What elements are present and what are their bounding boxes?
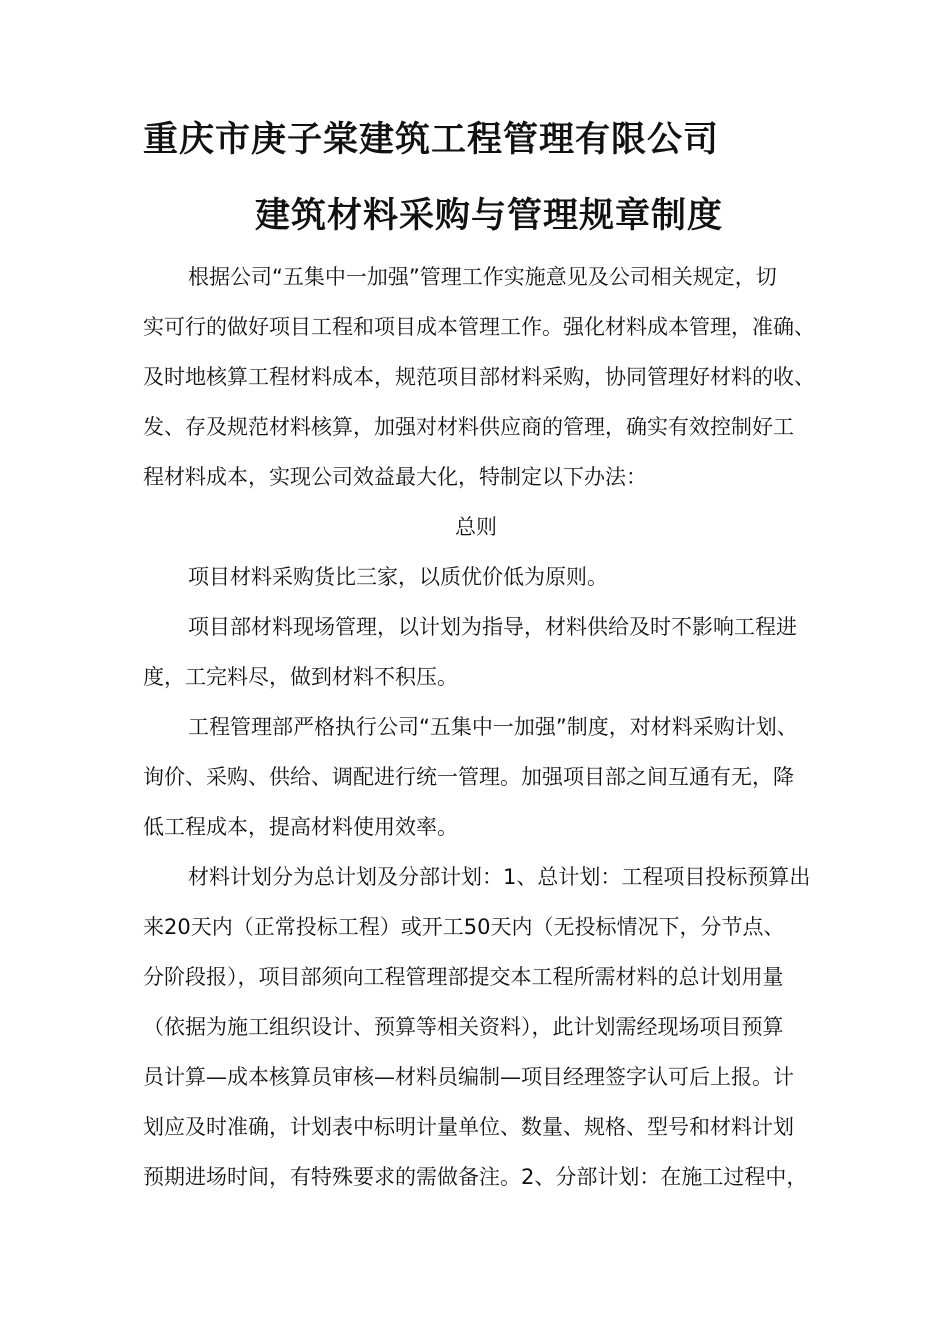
p4-line-2: 来20天内（正常投标工程）或开工50天内（无投标情况下，分节点、 <box>143 915 785 939</box>
p4-line-4: （依据为施工组织设计、预算等相关资料），此计划需经现场项目预算 <box>143 1015 784 1039</box>
p3-line-1: 工程管理部严格执行公司“五集中一加强”制度，对材料采购计划、 <box>188 715 798 739</box>
intro-line-3: 及时地核算工程材料成本，规范项目部材料采购，协同管理好材料的收、 <box>143 365 815 389</box>
p3-line-2: 询价、采购、供给、调配进行统一管理。加强项目部之间互通有无，降 <box>143 765 794 789</box>
p4-line-5: 员计算—成本核算员审核—材料员编制—项目经理签字认可后上报。计 <box>143 1065 794 1089</box>
p3-line-3: 低工程成本，提高材料使用效率。 <box>143 815 458 839</box>
intro-line-4: 发、存及规范材料核算，加强对材料供应商的管理，确实有效控制好工 <box>143 415 794 439</box>
p4-line-6: 划应及时准确，计划表中标明计量单位、数量、规格、型号和材料计划 <box>143 1115 794 1139</box>
intro-line-2: 实可行的做好项目工程和项目成本管理工作。强化材料成本管理，准确、 <box>143 315 815 339</box>
p4-line-3: 分阶段报），项目部须向工程管理部提交本工程所需材料的总计划用量 <box>143 965 784 989</box>
p4-line-7: 预期进场时间，有特殊要求的需做备注。2、分部计划：在施工过程中， <box>143 1165 808 1189</box>
intro-line-5: 程材料成本，实现公司效益最大化，特制定以下办法： <box>143 465 647 489</box>
p1-line-1: 项目材料采购货比三家，以质优价低为原则。 <box>188 565 608 589</box>
p2-line-2: 度，工完料尽，做到材料不积压。 <box>143 665 458 689</box>
p2-line-1: 项目部材料现场管理，以计划为指导，材料供给及时不影响工程进 <box>188 615 797 639</box>
company-name: 重庆市庚子棠建筑工程管理有限公司 <box>143 120 720 160</box>
section-heading: 总则 <box>455 515 497 539</box>
document-title: 建筑材料采购与管理规章制度 <box>255 196 724 236</box>
intro-line-1: 根据公司“五集中一加强”管理工作实施意见及公司相关规定，切 <box>188 265 777 289</box>
p4-line-1: 材料计划分为总计划及分部计划：1、总计划：工程项目投标预算出 <box>188 865 811 889</box>
